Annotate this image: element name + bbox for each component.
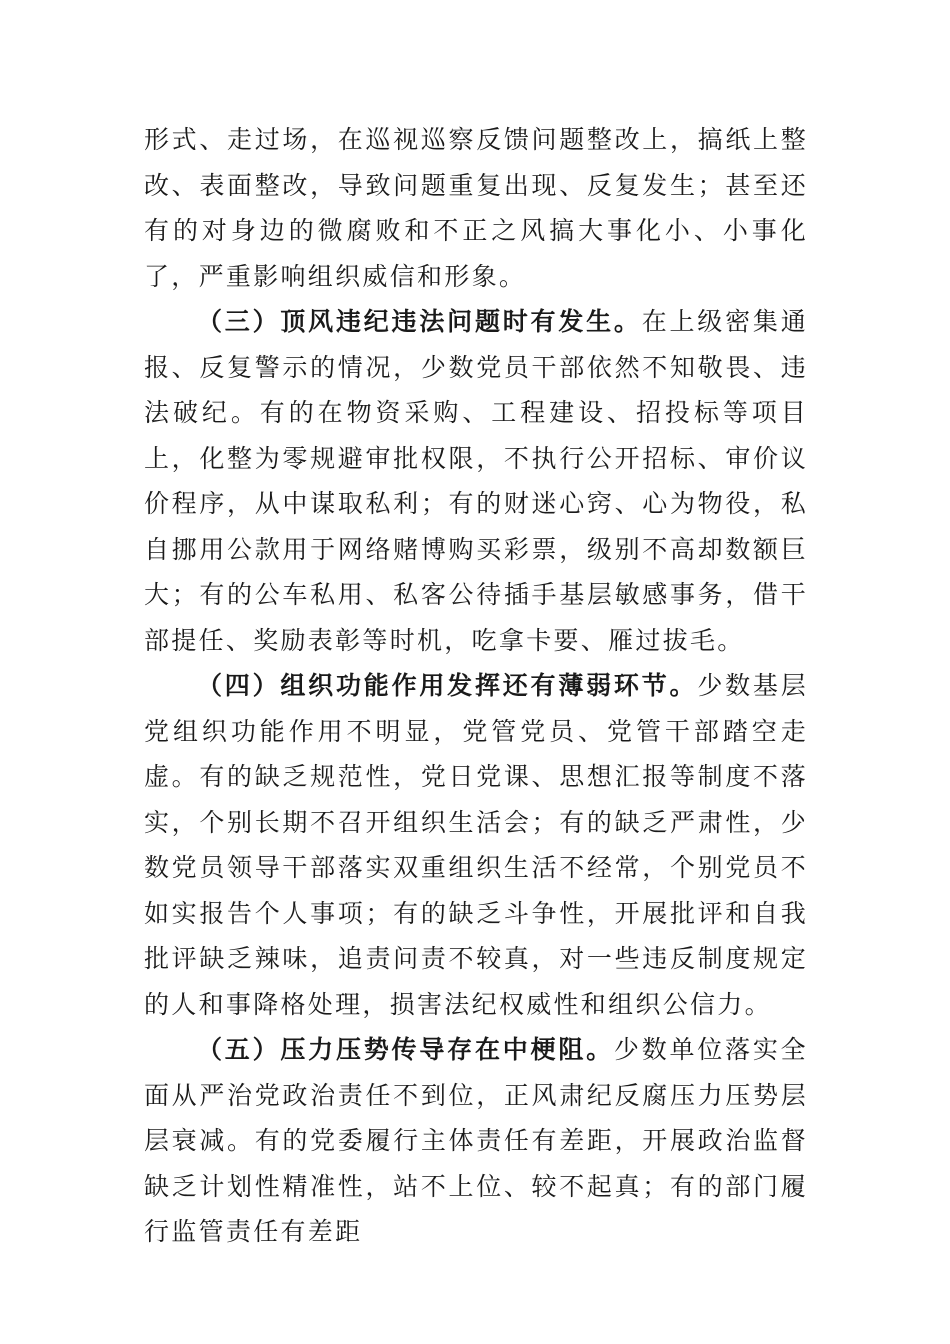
section-heading: （四）组织功能作用发挥还有薄弱环节。	[197, 671, 698, 700]
paragraph-continuation	[144, 117, 808, 299]
paragraph-text: 少数单位落实全面从严治党政治责任不到位，正风肃纪反腐压力压势层层衰减。有的党委履行主体责任有差距，开展政治监督缺乏计划性精准性，站不上位、较不起真；有的部门履行监管责任有差距	[144, 1035, 808, 1246]
paragraph-text: 在上级密集通报、反复警示的情况，少数党员干部依然不知敬畏、违法破纪。有的在物资采购、工程建设、招投标等项目上，化整为零规避审批权限，不执行公开招标、审价议价程序，从中谋取私利；有的财迷心窍、心为物役，私自挪用公款用于网络赌博购买彩票，级别不高却数额巨大；有的公车私用、私客公待插手基层敏感事务，借干部提任、奖励表彰等时机，吃拿卡要、雁过拔毛。	[144, 307, 808, 655]
paragraph-section-3	[144, 299, 808, 663]
section-heading: （五）压力压势传导存在中梗阻。	[197, 1035, 614, 1064]
document-body	[144, 117, 808, 1255]
paragraph-section-4	[144, 663, 808, 1027]
paragraph-text: 少数基层党组织功能作用不明显，党管党员、党管干部踏空走虚。有的缺乏规范性，党日党课、思想汇报等制度不落实，个别长期不召开组织生活会；有的缺乏严肃性，少数党员领导干部落实双重组织生活不经常，个别党员不如实报告个人事项；有的缺乏斗争性，开展批评和自我批评缺乏辣味，追责问责不较真，对一些违反制度规定的人和事降格处理，损害法纪权威性和组织公信力。	[144, 671, 808, 1019]
paragraph-text: 形式、走过场，在巡视巡察反馈问题整改上，搞纸上整改、表面整改，导致问题重复出现、反复发生；甚至还有的对身边的微腐败和不正之风搞大事化小、小事化了，严重影响组织威信和形象。	[144, 125, 808, 291]
paragraph-section-5	[144, 1027, 808, 1255]
section-heading: （三）顶风违纪违法问题时有发生。	[197, 307, 642, 336]
